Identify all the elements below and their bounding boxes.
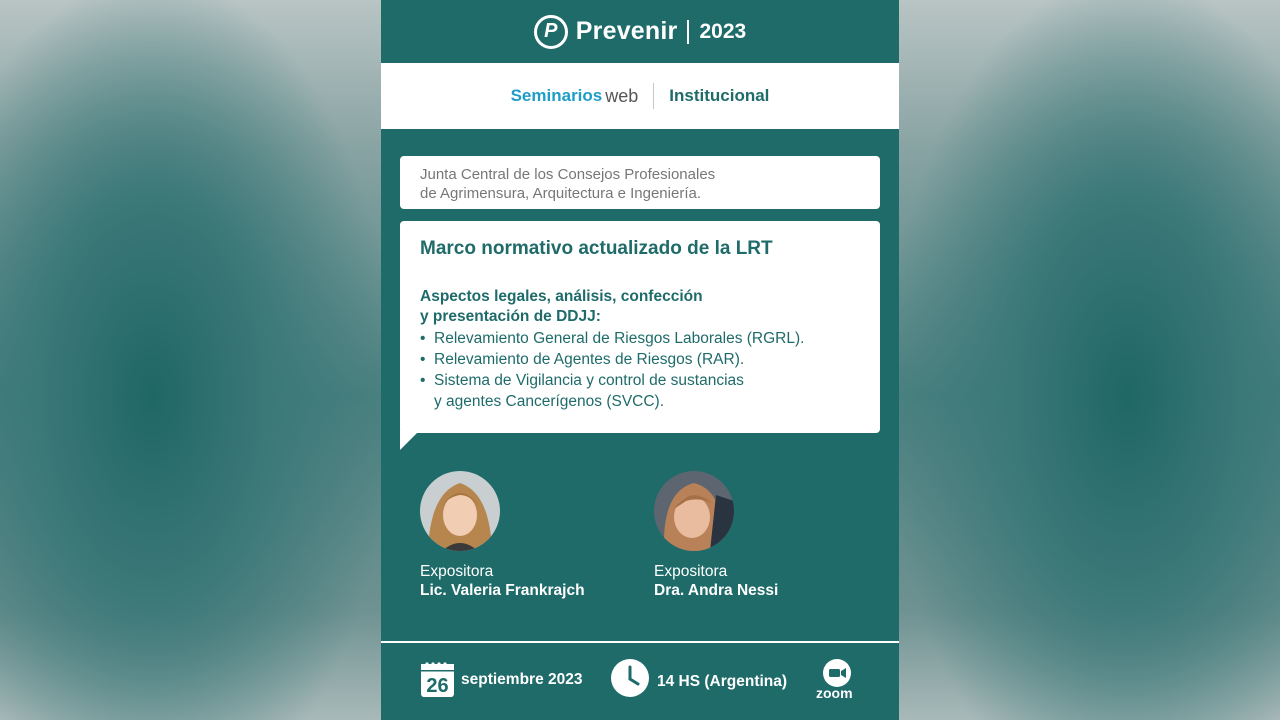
calendar-icon [421, 661, 454, 697]
event-flyer [381, 0, 899, 720]
organization-line-2: de Agrimensura, Arquitectura e Ingeniería. [420, 185, 702, 202]
brand-divider [687, 20, 689, 44]
event-time: 14 HS (Argentina) [657, 673, 788, 690]
event-date: septiembre 2023 [461, 671, 583, 688]
prevenir-logo-icon: P [534, 15, 568, 49]
seminar-title: Marco normativo actualizado de la LRT [420, 238, 773, 259]
brand-name: Prevenir [575, 17, 678, 45]
list-item: • Relevamiento General de Riesgos Laborales (RGRL). [420, 330, 805, 347]
content-box [400, 221, 880, 433]
web-label: web [605, 85, 639, 106]
subtitle-line-2: y presentación de DDJJ: [420, 308, 601, 325]
background-right [899, 0, 1280, 720]
avatar [420, 471, 500, 551]
speaker-role: Expositora [420, 563, 494, 580]
brand-header [381, 0, 899, 63]
zoom-camera-icon [823, 659, 851, 687]
speaker-name: Lic. Valeria Frankrajch [420, 582, 585, 599]
speaker-name: Dra. Andra Nessi [654, 582, 779, 599]
clock-icon [611, 659, 649, 697]
event-details-footer [381, 643, 899, 720]
institucional-label: Institucional [669, 86, 770, 105]
brand-year: 2023 [699, 19, 747, 43]
calendar-day: 26 [426, 675, 449, 697]
list-item: • Relevamiento de Agentes de Riesgos (RAR). [420, 351, 745, 368]
list-item: y agentes Cancerígenos (SVCC). [434, 393, 665, 410]
organization-line-1: Junta Central de los Consejos Profesionales [420, 166, 716, 183]
list-item: • Sistema de Vigilancia y control de sustancias [420, 372, 744, 389]
speaker-role: Expositora [654, 563, 728, 580]
speaker-2 [654, 471, 778, 600]
subtitle-line-1: Aspectos legales, análisis, confección [420, 288, 703, 305]
organization-box [400, 156, 880, 209]
zoom-label: zoom [816, 685, 853, 701]
seminarios-label: Seminarios [510, 86, 603, 105]
avatar [654, 471, 734, 551]
category-bar [381, 63, 899, 129]
background-left [0, 0, 381, 720]
category-divider [653, 83, 654, 109]
topic-list [420, 328, 860, 412]
speaker-1 [420, 471, 585, 600]
speech-bubble-tail [400, 430, 420, 450]
